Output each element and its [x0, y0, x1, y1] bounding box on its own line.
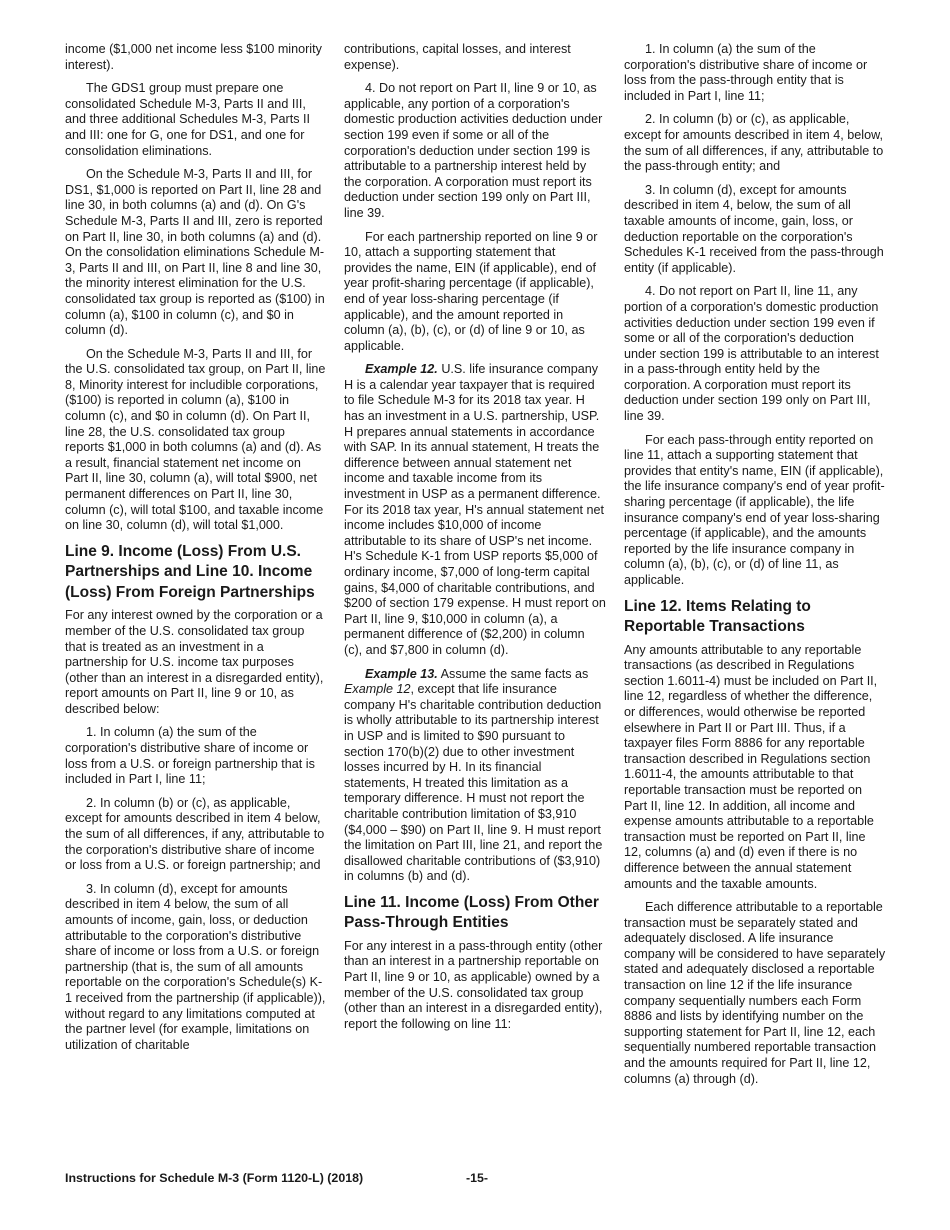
- example-text: Assume the same facts as: [440, 666, 589, 681]
- paragraph: contributions, capital losses, and interest expense).: [344, 42, 571, 72]
- column-middle: [344, 42, 606, 1040]
- list-item: 2. In column (b) or (c), as applicable, except for amounts described in item 4, below, the sum of all differences, if any, attributable to the pass-through entity; and: [624, 112, 884, 174]
- page-number: -15-: [466, 1171, 489, 1185]
- example-text: U.S. life insurance company H is a calendar year taxpayer that is required to file Schedule M-3 for its 2018 tax year. H has an investment in a U.S. partnership, USP. H prepares annual statements in accordance with SAP. In its annual statement, H treats the difference between annual statement net income and taxable income from its investment in USP as a permanent difference. For its 2018 tax year, H's annual statement net income includes $10,000 of income attributable to its share of USP's net income. H's Schedule K-1 from USP reports $5,000 of ordinary income, $7,000 of long-term capital gains, $4,000 of charitable contributions, and $200 of section 179 expense. H must report on Part II, line 9, $10,000 in column (a), a permanent difference of ($2,200) in column (c), and $7,800 in column (d).: [344, 362, 606, 657]
- list-item: 3. In column (d), except for amounts described in item 4, below, the sum of all taxable amounts of income, gain, loss, or deduction reportable on the corporation's Schedules K-1 received from the pass-through entity (if applicable).: [624, 182, 884, 275]
- paragraph: The GDS1 group must prepare one consolidated Schedule M-3, Parts II and III, and three additional Schedules M-3, Parts II and III: one for G, one for DS1, and one for consolidation eliminations.: [65, 81, 311, 158]
- paragraph: For each pass-through entity reported on line 11, attach a supporting statement that provides that entity's name, EIN (if applicable), the life insurance company's end of year profit-sharing percentage (if applicable), the life insurance company's end of year loss-sharing percentage (if applicable), and the amounts reported by the life insurance company in column (a), (b), (c), or (d) of line 11, as applicable.: [624, 432, 885, 587]
- footer-title: Instructions for Schedule M-3 (Form 1120-L) (2018): [65, 1171, 364, 1185]
- paragraph: For any interest owned by the corporation or a member of the U.S. consolidated tax group that is treated as an investment in a partnership for U.S. income tax purposes (other than an interest in a disregarded entity), report amounts on Part II, line 9 or 10, as described below:: [65, 608, 324, 716]
- paragraph: Any amounts attributable to any reportable transactions (as described in Regulations section 1.6011-4) must be included on Part II, line 12, regardless of whether the difference, or differences, would otherwise be reported elsewhere in Part II or Part III. Thus, if a taxpayer files Form 8886 for any reportable transaction described in Regulations section 1.6011-4, the amounts attributable to that reportable transaction must be reported on Part II, line 12. In addition, all income and expense amounts attributable to a reportable transaction must be reported on Part II, line 12, columns (a) and (d) even if there is no difference between the annual statement amounts and the taxable amounts.: [624, 642, 878, 891]
- column-right: [624, 42, 886, 1095]
- paragraph: Each difference attributable to a reportable transaction must be separately stated and adequately disclosed. A life insurance company will be considered to have separately stated and adequately disclosed a reportable transaction on line 12 if the life insurance company sequentially numbers each Form 8886 and lists by identifying number on the supporting statement for Part II, line 12, each sequentially numbered reportable transaction and the amounts required for Part II, line 12, columns (a) through (d).: [624, 900, 886, 1086]
- list-item: 4. Do not report on Part II, line 9 or 10, as applicable, any portion of a corporation's domestic production activities deduction under section 199 even if some or all of the corporation's deduction under section 199 is attributable to a partnership interest held by the corporation. A corporation must report its deduction under section 199 only on Part III, line 39.: [344, 81, 603, 220]
- example-label: Example 13.: [365, 666, 438, 681]
- column-left: [65, 42, 327, 1061]
- list-item: 4. Do not report on Part II, line 11, any portion of a corporation's domestic production activities deduction under section 199 even if some or all of the corporation's deduction under section 199 is attributable to an interest in a pass-through entity held by the corporation. A corporation must report its deduction under section 199 only on Part III, line 39.: [624, 284, 879, 424]
- paragraph: income ($1,000 net income less $100 minority interest).: [65, 42, 322, 72]
- paragraph: For any interest in a pass-through entity (other than an interest in a partnership reportable on Part II, line 9 or 10, as applicable) owned by a member of the U.S. consolidated tax group (other than an interest in a disregarded entity), report the following on line 11:: [344, 938, 603, 1031]
- paragraph: On the Schedule M-3, Parts II and III, for DS1, $1,000 is reported on Part II, line 28 and line 30, in both columns (a) and (d). On G's Schedule M-3, Parts II and III, zero is reported on Part II, line 30, in both columns (a) and (d). On the consolidation eliminations Schedule M-3, Parts II and III, on Part II, line 8 and line 30, the minority interest elimination for the U.S. consolidated tax group is reported as ($100) in column (a), $100 in column (c), and $0 in column (d).: [65, 167, 325, 338]
- example-text: , except that life insurance company H's charitable contribution deduction is wholly attributable to its partnership interest in USP and is limited to $90 pursuant to section 170(b)(2) due to other investment losses incurred by H. In its financial statements, H treated this limitation as a temporary difference. H must not report the charitable contribution limitation of $3,910 ($4,000 – $90) on Part II, line 9. H must report the limitation on Part III, line 21, and report the disallowed charitable contributions of ($3,910) in columns (b) and (d).: [344, 682, 603, 884]
- section-heading-line-9-10: Line 9. Income (Loss) From U.S. Partnerships and Line 10. Income (Loss) From Foreign Partnerships: [65, 542, 315, 601]
- example-12: [344, 362, 606, 658]
- section-heading-line-12: Line 12. Items Relating to Reportable Transactions: [624, 597, 811, 636]
- list-item: 1. In column (a) the sum of the corporation's distributive share of income or loss from the pass-through entity that is included in Part I, line 11;: [624, 42, 868, 103]
- list-item: 3. In column (d), except for amounts described in item 4 below, the sum of all amounts of income, gain, loss, or deduction attributable to the corporation's distributive share of income or loss from a U.S. or foreign partnership (that is, the sum of all amounts reportable on the corporation's Schedule(s) K-1 received from the partnership (if applicable)), without regard to any limitations computed at the partner level (for example, limitations on utilization of charitable: [65, 881, 326, 1052]
- paragraph: On the Schedule M-3, Parts II and III, for the U.S. consolidated tax group, on Part II, line 8, Minority interest for includible corporations, ($100) is reported in column (a), $100 in column (c), and $0 in column (d). On Part II, line 28, the U.S. consolidated tax group reports $1,000 in both columns (a) and (d). As a result, financial statement net income on Part II, line 30, column (a), will total $900, net permanent differences on Part II, line 30, column (c), will total $100, and taxable income on line 30, column (d), will total $1,000.: [65, 346, 326, 533]
- example-reference: Example 12: [344, 682, 411, 697]
- section-heading-line-11: Line 11. Income (Loss) From Other Pass-Through Entities: [344, 893, 599, 932]
- list-item: 2. In column (b) or (c), as applicable, except for amounts described in item 4 below, the sum of all differences, if any, attributable to the corporation's distributive share of income or loss from a U.S. or foreign partnership; and: [65, 795, 325, 873]
- example-13: [344, 667, 606, 885]
- list-item: 1. In column (a) the sum of the corporation's distributive share of income or loss from a U.S. or foreign partnership that is included in Part I, line 11;: [65, 725, 315, 787]
- paragraph: For each partnership reported on line 9 or 10, attach a supporting statement that provides the name, EIN (if applicable), end of year profit-sharing percentage (if applicable), end of year loss-sharing percentage (if applicable), and the amount reported in column (a), (b), (c), or (d) of line 9 or 10, as applicable.: [344, 229, 598, 353]
- example-label: Example 12.: [365, 362, 438, 377]
